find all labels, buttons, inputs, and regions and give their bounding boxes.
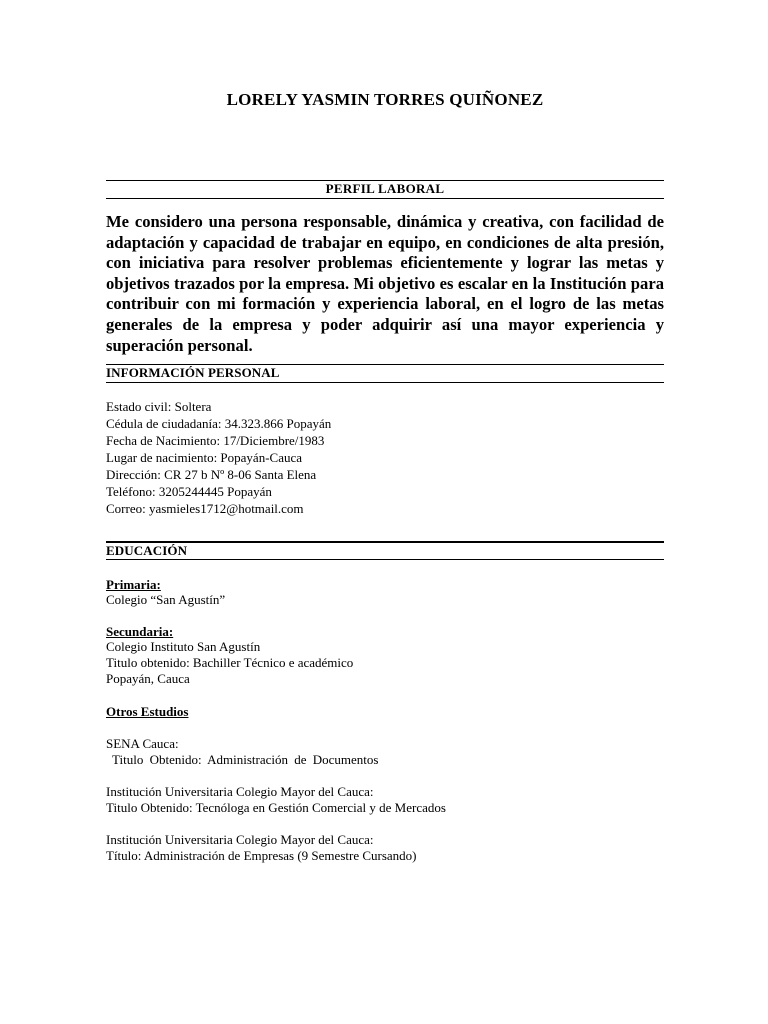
otros-line: Titulo Obtenido: Tecnóloga en Gestión Comercial y de Mercados — [106, 800, 446, 815]
secundaria-line: Colegio Instituto San Agustín — [106, 639, 261, 654]
personal-info-line: Dirección: CR 27 b Nº 8-06 Santa Elena — [106, 467, 317, 482]
candidate-name: LORELY YASMIN TORRES QUIÑONEZ — [226, 90, 544, 109]
educacion-bottom-rule — [106, 559, 664, 560]
personal-bottom-rule — [106, 382, 664, 383]
otros-line: Institución Universitaria Colegio Mayor del Cauca: — [106, 784, 374, 799]
personal-info-line: Estado civil: Soltera — [106, 399, 212, 414]
primaria-line: Colegio “San Agustín” — [106, 592, 226, 607]
primaria-block — [106, 592, 225, 608]
otros-label: Otros Estudios — [106, 704, 189, 719]
personal-info-line: Teléfono: 3205244445 Popayán — [106, 484, 272, 499]
personal-info-line: Fecha de Nacimiento: 17/Diciembre/1983 — [106, 433, 325, 448]
educacion-top-rule — [106, 541, 664, 543]
perfil-title: PERFIL LABORAL — [325, 181, 445, 196]
perfil-text: Me considero una persona responsable, dinámica y creativa, con facilidad de adaptación y capacidad de trabajar en equipo, en condiciones de alta presión, con iniciativa para resolver problemas eficientemente y lograr las metas y objetivos trazados por la empresa. Mi objetivo es escalar en la Institución para contribuir con mi formación y experiencia laboral, en el logro de las metas generales de la empresa y poder adquirir así una mayor experiencia y superación personal. — [106, 212, 664, 355]
personal-info-line: Cédula de ciudadanía: 34.323.866 Popayán — [106, 416, 332, 431]
secundaria-line: Popayán, Cauca — [106, 671, 190, 686]
secundaria-line: Titulo obtenido: Bachiller Técnico e académico — [106, 655, 354, 670]
otros-group-sena — [106, 736, 378, 768]
otros-line: SENA Cauca: — [106, 736, 179, 751]
personal-info-list — [106, 398, 331, 517]
educacion-title: EDUCACIÓN — [106, 543, 188, 558]
secundaria-label: Secundaria: — [106, 624, 174, 639]
personal-title: INFORMACIÓN PERSONAL — [106, 365, 280, 380]
otros-line: Institución Universitaria Colegio Mayor del Cauca: — [106, 832, 374, 847]
otros-group-colmayor-2 — [106, 832, 417, 864]
otros-group-colmayor-1 — [106, 784, 446, 816]
personal-info-line: Correo: yasmieles1712@hotmail.com — [106, 501, 304, 516]
primaria-label: Primaria: — [106, 577, 161, 592]
otros-line: Titulo Obtenido: Administración de Documentos — [106, 752, 379, 767]
secundaria-block — [106, 639, 353, 687]
perfil-bottom-rule — [106, 198, 664, 199]
otros-line: Título: Administración de Empresas (9 Semestre Cursando) — [106, 848, 417, 863]
personal-info-line: Lugar de nacimiento: Popayán-Cauca — [106, 450, 303, 465]
